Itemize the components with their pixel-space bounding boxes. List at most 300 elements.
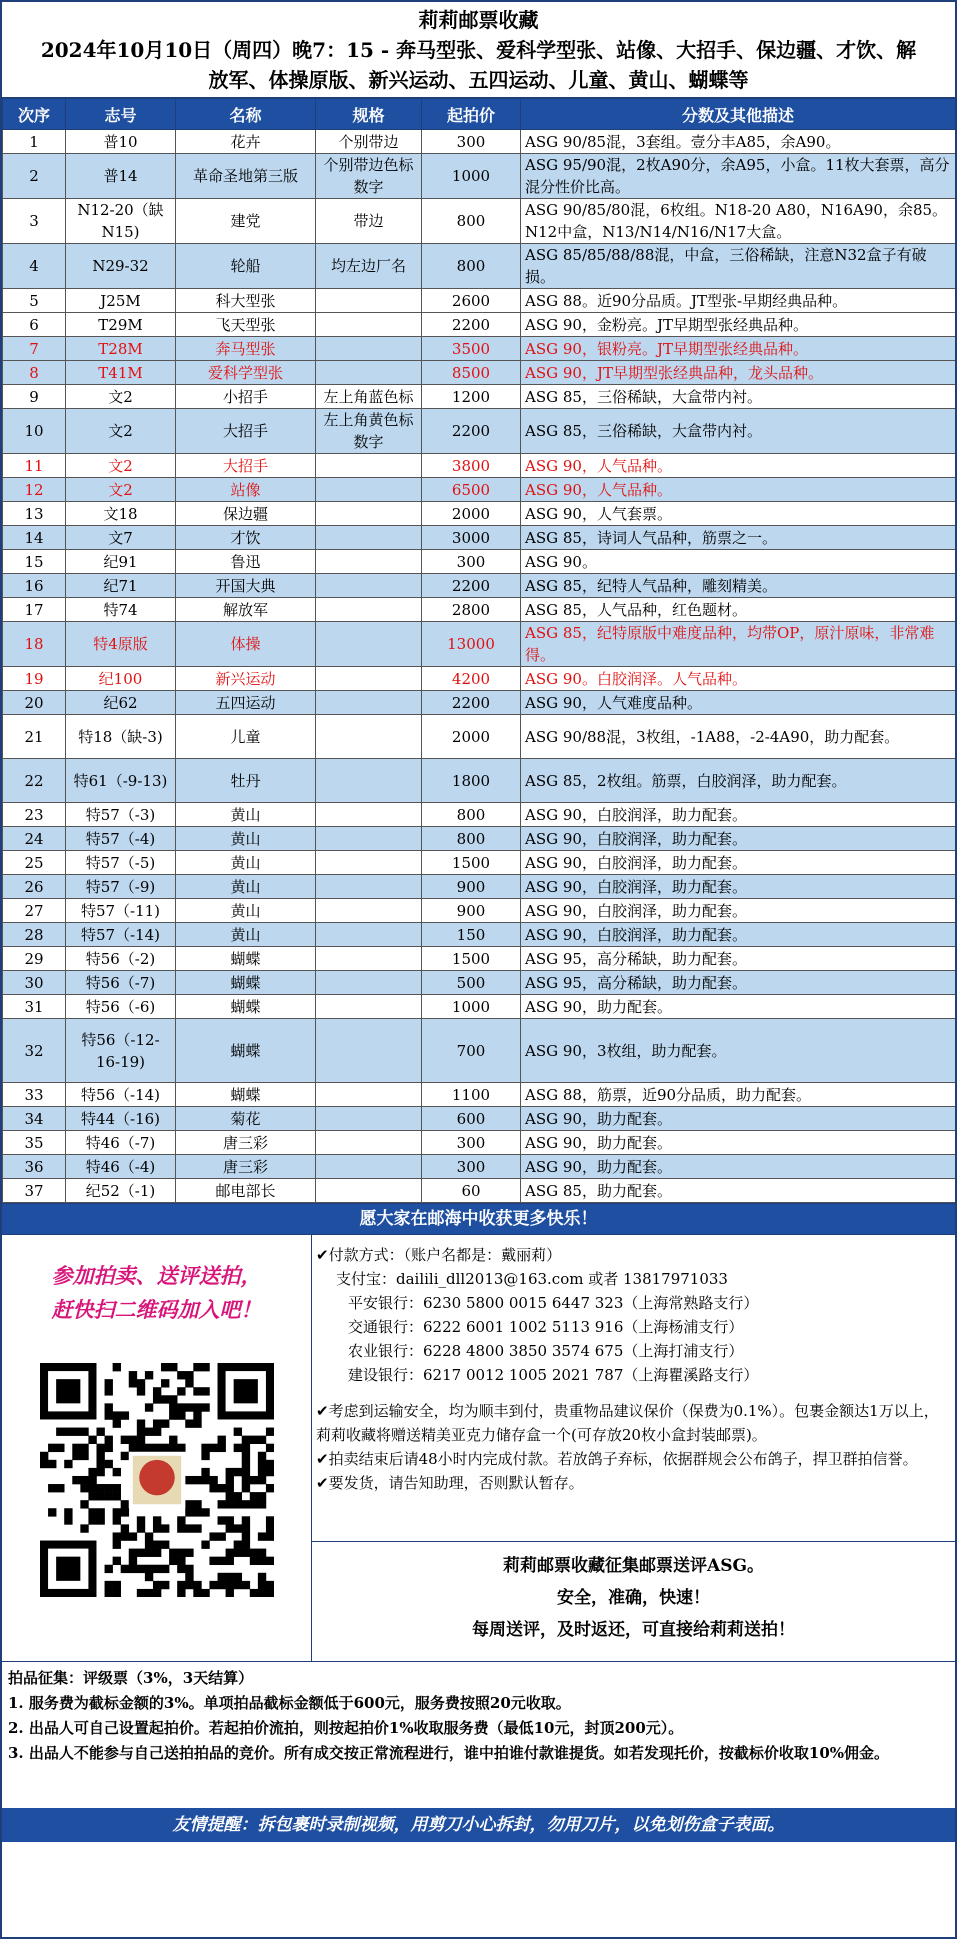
cell-code: 文18 bbox=[66, 502, 176, 526]
cell-desc: ASG 90，白胶润泽，助力配套。 bbox=[521, 803, 956, 827]
lot-table-body bbox=[3, 130, 956, 1203]
cell-code: 特57（-14) bbox=[66, 923, 176, 947]
cell-price: 1000 bbox=[422, 995, 521, 1019]
cell-order: 34 bbox=[3, 1107, 66, 1131]
cell-order: 22 bbox=[3, 759, 66, 803]
table-row bbox=[3, 598, 956, 622]
table-row bbox=[3, 1131, 956, 1155]
cell-spec bbox=[316, 598, 422, 622]
cell-order: 20 bbox=[3, 691, 66, 715]
table-row bbox=[3, 923, 956, 947]
join-text bbox=[2, 1259, 311, 1327]
cell-name: 大招手 bbox=[176, 454, 316, 478]
cell-spec bbox=[316, 622, 422, 667]
table-row bbox=[3, 691, 956, 715]
cell-desc: ASG 90，助力配套。 bbox=[521, 1155, 956, 1179]
table-row bbox=[3, 803, 956, 827]
cell-code: 特56（-6) bbox=[66, 995, 176, 1019]
cell-price: 2600 bbox=[422, 289, 521, 313]
cell-spec bbox=[316, 1131, 422, 1155]
cell-code: 普10 bbox=[66, 130, 176, 154]
payment-title: ✔付款方式：（账户名都是：戴丽莉） bbox=[316, 1246, 562, 1264]
cell-spec bbox=[316, 1179, 422, 1203]
rules-title: 拍品征集：评级票（3%，3天结算） bbox=[8, 1669, 254, 1687]
cell-price: 2200 bbox=[422, 313, 521, 337]
cell-name: 花卉 bbox=[176, 130, 316, 154]
table-row bbox=[3, 574, 956, 598]
table-row bbox=[3, 550, 956, 574]
asg-line-3: 每周送评，及时返还，可直接给莉莉送拍！ bbox=[472, 1620, 795, 1640]
cell-price: 2200 bbox=[422, 409, 521, 454]
cell-desc: ASG 88，筋票，近90分品质，助力配套。 bbox=[521, 1083, 956, 1107]
cell-spec bbox=[316, 827, 422, 851]
cell-desc: ASG 90，助力配套。 bbox=[521, 995, 956, 1019]
cell-spec bbox=[316, 923, 422, 947]
cell-name: 五四运动 bbox=[176, 691, 316, 715]
cell-price: 300 bbox=[422, 1131, 521, 1155]
cell-desc: ASG 85/85/88/88混，中盒，三俗稀缺，注意N32盒子有破损。 bbox=[521, 244, 956, 289]
table-row bbox=[3, 361, 956, 385]
bank-line: 平安银行：6230 5800 0015 6447 323（上海常熟路支行） bbox=[348, 1294, 759, 1312]
table-row bbox=[3, 1179, 956, 1203]
cell-order: 31 bbox=[3, 995, 66, 1019]
cell-code: 特57（-9) bbox=[66, 875, 176, 899]
cell-desc: ASG 90，银粉亮。JT早期型张经典品种。 bbox=[521, 337, 956, 361]
cell-spec bbox=[316, 691, 422, 715]
table-row bbox=[3, 851, 956, 875]
cell-code: 纪62 bbox=[66, 691, 176, 715]
cell-spec bbox=[316, 478, 422, 502]
table-row bbox=[3, 313, 956, 337]
rule-item: 1. 服务费为截标金额的3%。单项拍品截标金额低于600元，服务费按照20元收取。 bbox=[8, 1694, 571, 1712]
table-row bbox=[3, 199, 956, 244]
cell-name: 邮电部长 bbox=[176, 1179, 316, 1203]
table-row bbox=[3, 154, 956, 199]
cell-order: 7 bbox=[3, 337, 66, 361]
col-header-price: 起拍价 bbox=[422, 99, 521, 130]
cell-name: 黄山 bbox=[176, 803, 316, 827]
cell-spec bbox=[316, 502, 422, 526]
cell-code: 纪91 bbox=[66, 550, 176, 574]
cell-code: 文7 bbox=[66, 526, 176, 550]
cell-spec bbox=[316, 454, 422, 478]
cell-name: 黄山 bbox=[176, 923, 316, 947]
cell-code: 纪100 bbox=[66, 667, 176, 691]
cell-order: 11 bbox=[3, 454, 66, 478]
cell-spec bbox=[316, 715, 422, 759]
cell-order: 5 bbox=[3, 289, 66, 313]
col-header-name: 名称 bbox=[176, 99, 316, 130]
cell-price: 2800 bbox=[422, 598, 521, 622]
asg-service-box bbox=[312, 1541, 955, 1661]
cell-order: 3 bbox=[3, 199, 66, 244]
cell-name: 保边疆 bbox=[176, 502, 316, 526]
table-row bbox=[3, 454, 956, 478]
cell-desc: ASG 90，白胶润泽，助力配套。 bbox=[521, 875, 956, 899]
cell-price: 1000 bbox=[422, 154, 521, 199]
cell-name: 新兴运动 bbox=[176, 667, 316, 691]
cell-code: N12-20（缺N15) bbox=[66, 199, 176, 244]
cell-spec bbox=[316, 289, 422, 313]
join-line-1: 参加拍卖、送评送拍， bbox=[51, 1263, 262, 1288]
cell-desc: ASG 90，白胶润泽，助力配套。 bbox=[521, 923, 956, 947]
cell-name: 才饮 bbox=[176, 526, 316, 550]
cell-order: 10 bbox=[3, 409, 66, 454]
cell-desc: ASG 95，高分稀缺，助力配套。 bbox=[521, 947, 956, 971]
cell-spec: 个别带边 bbox=[316, 130, 422, 154]
cell-desc: ASG 85，纪特原版中难度品种，均带OP，原汁原味，非常难得。 bbox=[521, 622, 956, 667]
cell-desc: ASG 90/85/80混，6枚组。N18-20 A80，N16A90，余85。N12中盒，N13/N14/N16/N17大盒。 bbox=[521, 199, 956, 244]
cell-name: 蝴蝶 bbox=[176, 947, 316, 971]
cell-spec: 个别带边色标数字 bbox=[316, 154, 422, 199]
cell-price: 700 bbox=[422, 1019, 521, 1083]
table-row bbox=[3, 409, 956, 454]
cell-spec bbox=[316, 971, 422, 995]
cell-code: 特44（-16) bbox=[66, 1107, 176, 1131]
cell-price: 1800 bbox=[422, 759, 521, 803]
table-row bbox=[3, 1019, 956, 1083]
table-row bbox=[3, 827, 956, 851]
cell-price: 900 bbox=[422, 899, 521, 923]
consignment-rules bbox=[2, 1662, 955, 1808]
cell-spec bbox=[316, 1107, 422, 1131]
info-section bbox=[2, 1234, 955, 1662]
cell-desc: ASG 90，JT早期型张经典品种，龙头品种。 bbox=[521, 361, 956, 385]
table-row bbox=[3, 244, 956, 289]
cell-desc: ASG 85，三俗稀缺，大盒带内衬。 bbox=[521, 409, 956, 454]
table-row bbox=[3, 995, 956, 1019]
cell-desc: ASG 90。 bbox=[521, 550, 956, 574]
cell-code: J25M bbox=[66, 289, 176, 313]
cell-desc: ASG 90。白胶润泽。人气品种。 bbox=[521, 667, 956, 691]
cell-name: 飞天型张 bbox=[176, 313, 316, 337]
table-row bbox=[3, 130, 956, 154]
cell-code: 文2 bbox=[66, 454, 176, 478]
cell-code: 纪52（-1) bbox=[66, 1179, 176, 1203]
cell-code: 特61（-9-13) bbox=[66, 759, 176, 803]
cell-name: 解放军 bbox=[176, 598, 316, 622]
cell-spec bbox=[316, 526, 422, 550]
cell-spec bbox=[316, 1019, 422, 1083]
cell-price: 300 bbox=[422, 1155, 521, 1179]
cell-code: N29-32 bbox=[66, 244, 176, 289]
cell-desc: ASG 90，白胶润泽，助力配套。 bbox=[521, 899, 956, 923]
table-row bbox=[3, 971, 956, 995]
table-row bbox=[3, 1083, 956, 1107]
cell-name: 儿童 bbox=[176, 715, 316, 759]
cell-order: 6 bbox=[3, 313, 66, 337]
cell-name: 黄山 bbox=[176, 875, 316, 899]
cell-price: 1100 bbox=[422, 1083, 521, 1107]
cell-price: 800 bbox=[422, 827, 521, 851]
cell-price: 60 bbox=[422, 1179, 521, 1203]
cell-name: 黄山 bbox=[176, 899, 316, 923]
cell-price: 6500 bbox=[422, 478, 521, 502]
cell-code: 特56（-12-16-19) bbox=[66, 1019, 176, 1083]
table-header-row bbox=[3, 99, 956, 130]
table-row bbox=[3, 875, 956, 899]
cell-code: T41M bbox=[66, 361, 176, 385]
cell-order: 1 bbox=[3, 130, 66, 154]
cell-price: 1500 bbox=[422, 851, 521, 875]
cell-name: 爱科学型张 bbox=[176, 361, 316, 385]
cell-code: 特56（-7) bbox=[66, 971, 176, 995]
payment-deadline-note: ✔拍卖结束后请48小时内完成付款。若放鸽子弃标，依据群规会公布鸽子，捍卫群拍信誉。 bbox=[316, 1450, 918, 1468]
cell-order: 35 bbox=[3, 1131, 66, 1155]
cell-spec bbox=[316, 995, 422, 1019]
cell-price: 500 bbox=[422, 971, 521, 995]
cell-desc: ASG 85，诗词人气品种，筋票之一。 bbox=[521, 526, 956, 550]
cell-name: 站像 bbox=[176, 478, 316, 502]
cell-order: 12 bbox=[3, 478, 66, 502]
cell-code: T29M bbox=[66, 313, 176, 337]
cell-order: 21 bbox=[3, 715, 66, 759]
cell-desc: ASG 85，纪特人气品种，雕刻精美。 bbox=[521, 574, 956, 598]
cell-code: 特18（缺-3) bbox=[66, 715, 176, 759]
cell-name: 蝴蝶 bbox=[176, 1019, 316, 1083]
cell-code: 特4原版 bbox=[66, 622, 176, 667]
cell-order: 14 bbox=[3, 526, 66, 550]
cell-order: 32 bbox=[3, 1019, 66, 1083]
cell-desc: ASG 95，高分稀缺，助力配套。 bbox=[521, 971, 956, 995]
cell-price: 3500 bbox=[422, 337, 521, 361]
cell-desc: ASG 90，助力配套。 bbox=[521, 1107, 956, 1131]
cell-spec bbox=[316, 803, 422, 827]
qr-code-icon[interactable] bbox=[40, 1363, 274, 1597]
cell-spec: 左上角蓝色标 bbox=[316, 385, 422, 409]
cell-code: 特57（-4) bbox=[66, 827, 176, 851]
cell-order: 36 bbox=[3, 1155, 66, 1179]
table-row bbox=[3, 289, 956, 313]
cell-order: 33 bbox=[3, 1083, 66, 1107]
table-row bbox=[3, 478, 956, 502]
cell-spec bbox=[316, 1083, 422, 1107]
cell-desc: ASG 85，2枚组。筋票，白胶润泽，助力配套。 bbox=[521, 759, 956, 803]
cell-desc: ASG 85，三俗稀缺，大盒带内衬。 bbox=[521, 385, 956, 409]
cell-code: 特56（-14) bbox=[66, 1083, 176, 1107]
cell-spec bbox=[316, 337, 422, 361]
page-header bbox=[2, 2, 955, 98]
asg-line-2: 安全，准确，快速！ bbox=[557, 1588, 710, 1608]
cell-order: 26 bbox=[3, 875, 66, 899]
cell-name: 菊花 bbox=[176, 1107, 316, 1131]
cell-desc: ASG 90，金粉亮。JT早期型张经典品种。 bbox=[521, 313, 956, 337]
cell-name: 鲁迅 bbox=[176, 550, 316, 574]
cell-price: 300 bbox=[422, 130, 521, 154]
cell-desc: ASG 90，人气难度品种。 bbox=[521, 691, 956, 715]
wish-banner: 愿大家在邮海中收获更多快乐！ bbox=[2, 1203, 955, 1234]
cell-code: 特46（-4) bbox=[66, 1155, 176, 1179]
cell-price: 2000 bbox=[422, 715, 521, 759]
cell-desc: ASG 90，人气套票。 bbox=[521, 502, 956, 526]
cell-order: 18 bbox=[3, 622, 66, 667]
cell-name: 建党 bbox=[176, 199, 316, 244]
cell-name: 黄山 bbox=[176, 827, 316, 851]
cell-spec bbox=[316, 361, 422, 385]
qr-code-graphic bbox=[40, 1363, 274, 1597]
cell-name: 体操 bbox=[176, 622, 316, 667]
lot-table bbox=[2, 98, 956, 1203]
cell-desc: ASG 90，人气品种。 bbox=[521, 478, 956, 502]
bank-line: 交通银行：6222 6001 1002 5113 916（上海杨浦支行） bbox=[348, 1318, 744, 1336]
col-header-spec: 规格 bbox=[316, 99, 422, 130]
cell-name: 蝴蝶 bbox=[176, 971, 316, 995]
cell-code: 特57（-5) bbox=[66, 851, 176, 875]
cell-price: 300 bbox=[422, 550, 521, 574]
cell-price: 2000 bbox=[422, 502, 521, 526]
bank-line: 农业银行：6228 4800 3850 3574 675（上海打浦支行） bbox=[348, 1342, 744, 1360]
cell-price: 600 bbox=[422, 1107, 521, 1131]
cell-order: 13 bbox=[3, 502, 66, 526]
cell-desc: ASG 90，白胶润泽，助力配套。 bbox=[521, 827, 956, 851]
cell-name: 开国大典 bbox=[176, 574, 316, 598]
cell-spec bbox=[316, 550, 422, 574]
cell-name: 革命圣地第三版 bbox=[176, 154, 316, 199]
table-row bbox=[3, 502, 956, 526]
cell-name: 唐三彩 bbox=[176, 1155, 316, 1179]
cell-desc: ASG 88。近90分品质。JT型张-早期经典品种。 bbox=[521, 289, 956, 313]
cell-order: 30 bbox=[3, 971, 66, 995]
cell-price: 1200 bbox=[422, 385, 521, 409]
cell-price: 4200 bbox=[422, 667, 521, 691]
cell-name: 蝴蝶 bbox=[176, 995, 316, 1019]
table-row bbox=[3, 1107, 956, 1131]
table-row bbox=[3, 899, 956, 923]
col-header-code: 志号 bbox=[66, 99, 176, 130]
table-row bbox=[3, 947, 956, 971]
cell-name: 科大型张 bbox=[176, 289, 316, 313]
cell-desc: ASG 90，人气品种。 bbox=[521, 454, 956, 478]
cell-order: 2 bbox=[3, 154, 66, 199]
cell-price: 150 bbox=[422, 923, 521, 947]
cell-order: 19 bbox=[3, 667, 66, 691]
cell-code: 文2 bbox=[66, 478, 176, 502]
cell-spec bbox=[316, 313, 422, 337]
table-row bbox=[3, 759, 956, 803]
cell-desc: ASG 85，助力配套。 bbox=[521, 1179, 956, 1203]
cell-order: 9 bbox=[3, 385, 66, 409]
payment-panel bbox=[312, 1235, 955, 1661]
cell-name: 蝴蝶 bbox=[176, 1083, 316, 1107]
cell-order: 15 bbox=[3, 550, 66, 574]
alipay-line: 支付宝：dailili_dll2013@163.com 或者 13817971033 bbox=[336, 1270, 728, 1288]
cell-spec: 左上角黄色标数字 bbox=[316, 409, 422, 454]
cell-spec bbox=[316, 899, 422, 923]
cell-order: 16 bbox=[3, 574, 66, 598]
cell-name: 唐三彩 bbox=[176, 1131, 316, 1155]
table-row bbox=[3, 622, 956, 667]
cell-spec: 带边 bbox=[316, 199, 422, 244]
table-row bbox=[3, 526, 956, 550]
cell-code: 特57（-11) bbox=[66, 899, 176, 923]
cell-order: 28 bbox=[3, 923, 66, 947]
cell-desc: ASG 90，3枚组，助力配套。 bbox=[521, 1019, 956, 1083]
auction-subtitle-line1: 2024年10月10日（周四）晚7：15 - 奔马型张、爱科学型张、站像、大招手、保边疆、才饮、解 bbox=[40, 38, 917, 62]
cell-order: 25 bbox=[3, 851, 66, 875]
cell-price: 2200 bbox=[422, 574, 521, 598]
cell-price: 1500 bbox=[422, 947, 521, 971]
bank-line: 建设银行：6217 0012 1005 2021 787（上海瞿溪路支行） bbox=[348, 1366, 759, 1384]
cell-order: 27 bbox=[3, 899, 66, 923]
cell-spec bbox=[316, 759, 422, 803]
cell-order: 29 bbox=[3, 947, 66, 971]
cell-spec bbox=[316, 851, 422, 875]
cell-price: 3800 bbox=[422, 454, 521, 478]
cell-spec bbox=[316, 875, 422, 899]
cell-price: 800 bbox=[422, 803, 521, 827]
cell-price: 8500 bbox=[422, 361, 521, 385]
table-row bbox=[3, 337, 956, 361]
cell-spec: 均左边厂名 bbox=[316, 244, 422, 289]
cell-code: 特46（-7) bbox=[66, 1131, 176, 1155]
shipping-note: ✔考虑到运输安全，均为顺丰到付，贵重物品建议保价（保费为0.1%）。包裹金额达1万以上，莉莉收藏将赠送精美亚克力储存盒一个(可存放20枚小盒封装邮票)。 bbox=[316, 1402, 939, 1444]
cell-desc: ASG 90，助力配套。 bbox=[521, 1131, 956, 1155]
cell-name: 奔马型张 bbox=[176, 337, 316, 361]
cell-desc: ASG 90/88混，3枚组，-1A88，-2-4A90，助力配套。 bbox=[521, 715, 956, 759]
table-row bbox=[3, 715, 956, 759]
cell-price: 13000 bbox=[422, 622, 521, 667]
auction-subtitle-line2: 放军、体操原版、新兴运动、五四运动、儿童、黄山、蝴蝶等 bbox=[208, 68, 749, 92]
join-line-2: 赶快扫二维码加入吧！ bbox=[51, 1297, 262, 1322]
asg-line-1: 莉莉邮票收藏征集邮票送评ASG。 bbox=[503, 1556, 764, 1576]
cell-order: 24 bbox=[3, 827, 66, 851]
cell-desc: ASG 90，白胶润泽，助力配套。 bbox=[521, 851, 956, 875]
cell-name: 黄山 bbox=[176, 851, 316, 875]
delivery-note: ✔要发货，请告知助理，否则默认暂存。 bbox=[316, 1474, 584, 1492]
cell-price: 800 bbox=[422, 199, 521, 244]
footer-reminder: 友情提醒：拆包裹时录制视频，用剪刀小心拆封，勿用刀片，以免划伤盒子表面。 bbox=[2, 1808, 955, 1842]
cell-order: 37 bbox=[3, 1179, 66, 1203]
cell-code: 普14 bbox=[66, 154, 176, 199]
join-panel bbox=[2, 1235, 312, 1661]
cell-code: 特57（-3) bbox=[66, 803, 176, 827]
page-title: 莉莉邮票收藏 bbox=[418, 8, 539, 32]
cell-name: 小招手 bbox=[176, 385, 316, 409]
cell-code: 特74 bbox=[66, 598, 176, 622]
cell-code: 特56（-2) bbox=[66, 947, 176, 971]
cell-name: 牡丹 bbox=[176, 759, 316, 803]
cell-desc: ASG 90/85混，3套组。壹分丰A85，余A90。 bbox=[521, 130, 956, 154]
cell-price: 2200 bbox=[422, 691, 521, 715]
table-row bbox=[3, 1155, 956, 1179]
cell-order: 4 bbox=[3, 244, 66, 289]
cell-code: T28M bbox=[66, 337, 176, 361]
table-row bbox=[3, 667, 956, 691]
cell-code: 文2 bbox=[66, 409, 176, 454]
cell-desc: ASG 95/90混，2枚A90分，余A95，小盒。11枚大套票，高分混分性价比高。 bbox=[521, 154, 956, 199]
cell-name: 大招手 bbox=[176, 409, 316, 454]
rule-item: 3. 出品人不能参与自己送拍拍品的竞价。所有成交按正常流程进行，谁中拍谁付款谁提货。如若发现托价，按截标价收取10%佣金。 bbox=[8, 1744, 890, 1762]
cell-name: 轮船 bbox=[176, 244, 316, 289]
cell-desc: ASG 85，人气品种，红色题材。 bbox=[521, 598, 956, 622]
cell-code: 纪71 bbox=[66, 574, 176, 598]
cell-price: 900 bbox=[422, 875, 521, 899]
table-row bbox=[3, 385, 956, 409]
cell-code: 文2 bbox=[66, 385, 176, 409]
cell-price: 3000 bbox=[422, 526, 521, 550]
col-header-order: 次序 bbox=[3, 99, 66, 130]
cell-order: 17 bbox=[3, 598, 66, 622]
cell-order: 23 bbox=[3, 803, 66, 827]
cell-spec bbox=[316, 667, 422, 691]
payment-info bbox=[312, 1235, 955, 1541]
cell-spec bbox=[316, 1155, 422, 1179]
cell-price: 800 bbox=[422, 244, 521, 289]
cell-spec bbox=[316, 947, 422, 971]
rule-item: 2. 出品人可自己设置起拍价。若起拍价流拍，则按起拍价1%收取服务费（最低10元，封顶200元）。 bbox=[8, 1719, 684, 1737]
cell-spec bbox=[316, 574, 422, 598]
col-header-desc: 分数及其他描述 bbox=[521, 99, 956, 130]
